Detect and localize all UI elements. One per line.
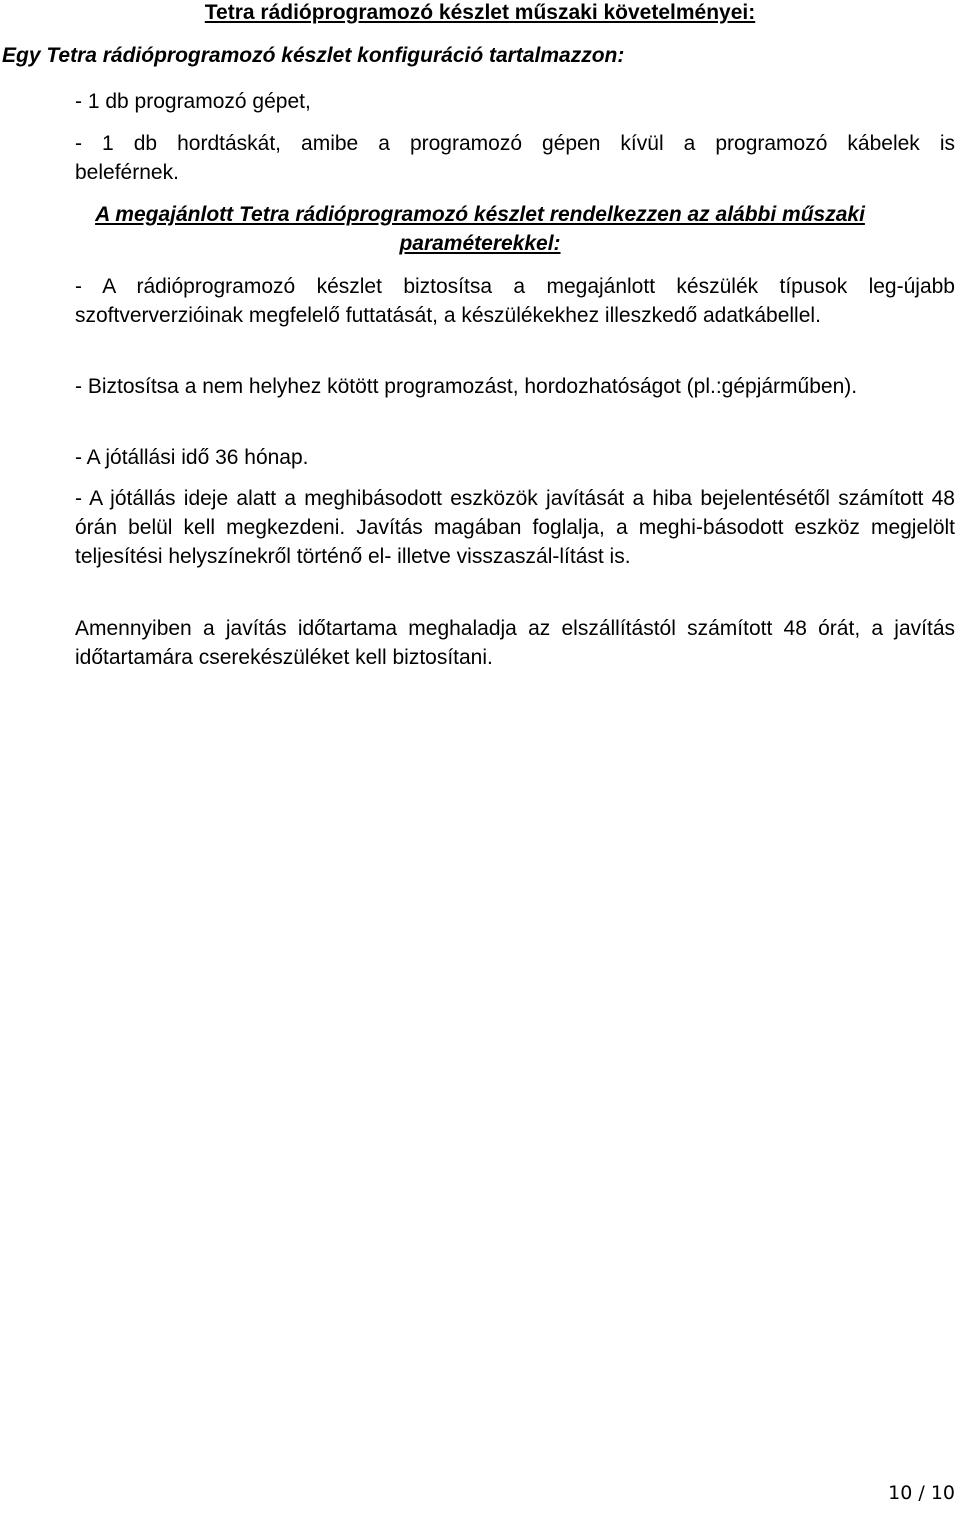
requirement-warranty-period: - A jótállási idő 36 hónap. xyxy=(75,446,309,469)
page-title: Tetra rádióprogramozó készlet műszaki követelményei: xyxy=(204,1,756,24)
requirement-portability: - Biztosítsa a nem helyhez kötött programozást, hordozhatóságot (pl.:gépjárműben). xyxy=(75,375,858,398)
config-item-2: - 1 db hordtáskát, amibe a programozó gépen kívül a programozó kábelek is xyxy=(75,132,955,155)
requirements-heading-line-1: A megajánlott Tetra rádióprogramozó készlet rendelkezzen az alábbi műszaki xyxy=(95,203,865,226)
config-item-1: - 1 db programozó gépet, xyxy=(75,90,311,113)
requirement-repair: - A jótállás ideje alatt a meghibásodott eszközök javítását a hiba bejelentésétől számított 48 órán belül kell megkezdeni. Javítás magában foglalja, a meghi-básodott eszköz megjelölt teljesítési helyszínekről történő el- illetve visszaszál-lítást is. xyxy=(75,487,955,568)
page-number: 10 / 10 xyxy=(888,1482,955,1504)
closing-paragraph: Amennyiben a javítás időtartama meghaladja az elszállítástól számított 48 órát, a javítás időtartamára cserekészüléket kell biztosítani. xyxy=(75,617,955,669)
requirement-software: - A rádióprogramozó készlet biztosítsa a megajánlott készülék típusok leg-újabb szoftververzióinak megfelelő futtatását, a készülékekhez illeszkedő adatkábellel. xyxy=(75,275,955,327)
requirements-heading-line-2: paraméterekkel: xyxy=(399,232,561,255)
config-subtitle: Egy Tetra rádióprogramozó készlet konfiguráció tartalmazzon: xyxy=(2,44,625,67)
config-item-2-continued: beleférnek. xyxy=(75,161,179,184)
